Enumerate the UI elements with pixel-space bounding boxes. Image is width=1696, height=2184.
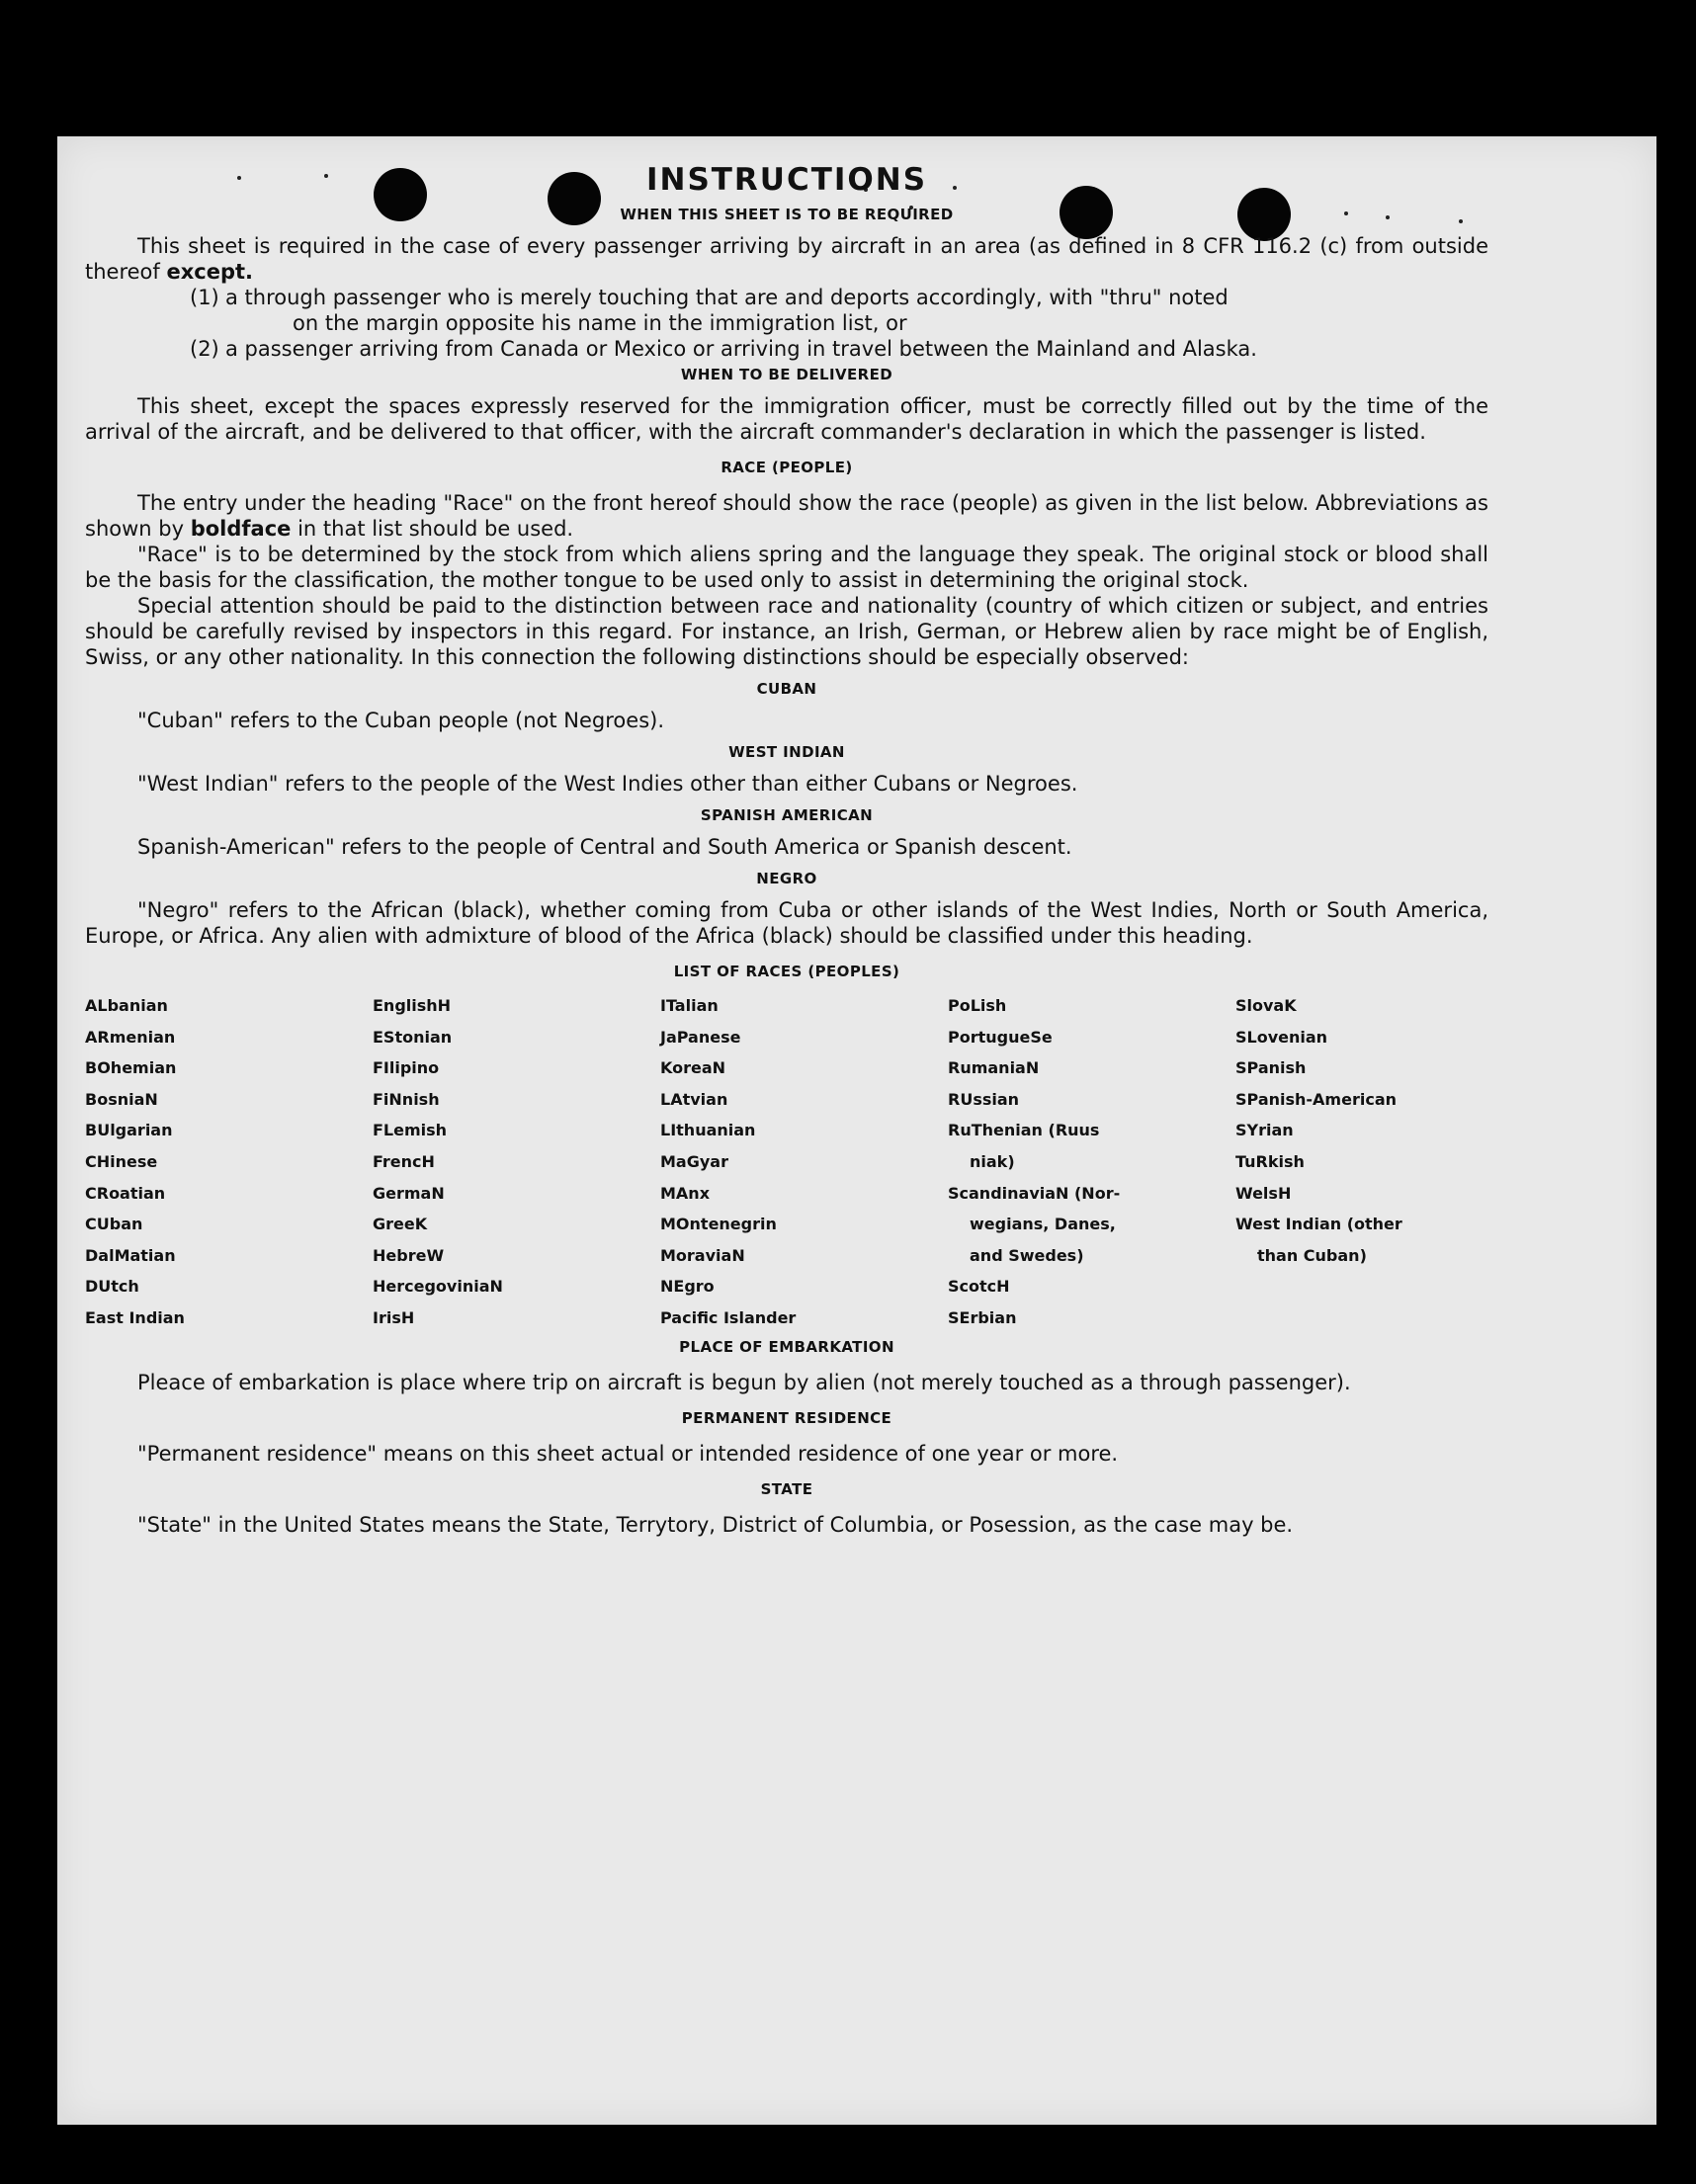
race-entry: FIlipino <box>373 1058 440 1078</box>
section-heading-state: STATE <box>760 1479 813 1498</box>
cuban-text: "Cuban" refers to the Cuban people (not Negroes). <box>137 709 665 732</box>
race-entry: BosniaN <box>85 1089 158 1109</box>
intro-except: except. <box>166 260 254 284</box>
section-heading-race: RACE (PEOPLE) <box>721 459 853 476</box>
race-entry: NEgro <box>660 1277 715 1297</box>
races-column-4 <box>948 990 1235 1334</box>
race-entry: KoreaN <box>660 1058 726 1078</box>
race-entry: HercegoviniaN <box>373 1277 503 1297</box>
spanish-american-text: Spanish-American" refers to the people of Central and South America or Spanish descent. <box>137 835 1072 859</box>
race-entry: ITalian <box>660 996 719 1015</box>
section-heading-west-indian: WEST INDIAN <box>728 743 845 761</box>
permanent-residence-text: "Permanent residence" means on this sheet actual or intended residence of one year or more. <box>137 1441 1119 1466</box>
exception-item-2 <box>190 336 1488 362</box>
race-entry: IrisH <box>373 1307 415 1327</box>
race-entry: ScandinaviaN (Nor- <box>948 1183 1121 1203</box>
section-heading-list-of-races: LIST OF RACES (PEOPLES) <box>673 963 900 980</box>
state-text: "State" in the United States means the State, Terrytory, District of Columbia, or Posession, as the case may be. <box>137 1512 1294 1537</box>
item-number: (2) <box>190 337 219 361</box>
race-entry: SLovenian <box>1235 1027 1328 1047</box>
race-entry: RumaniaN <box>948 1058 1040 1078</box>
race-entry: SlovaK <box>1235 996 1297 1015</box>
place-of-embarkation-text: Pleace of embarkation is place where trip on aircraft is begun by alien (not merely touched as a through passenger). <box>137 1370 1351 1394</box>
race-entry: CUban <box>85 1215 143 1234</box>
race-entry: Pacific Islander <box>660 1307 797 1327</box>
item-text: a through passenger who is merely touching that are and deports accordingly, with "thru" noted <box>225 286 1229 309</box>
page-title: INSTRUCTIONS <box>645 162 928 198</box>
race-entry: ARmenian <box>85 1027 176 1047</box>
race-entry: SPanish <box>1235 1058 1307 1078</box>
race-entry-continuation: niak) <box>970 1151 1015 1171</box>
race-entry: LAtvian <box>660 1089 728 1109</box>
section-heading-spanish-american: SPANISH AMERICAN <box>700 806 874 824</box>
race-entry: SErbian <box>948 1307 1017 1327</box>
instructions-body <box>85 158 1488 1538</box>
race-entry: MaGyar <box>660 1151 728 1171</box>
race-entry: BOhemian <box>85 1058 177 1078</box>
when-delivered-text: This sheet, except the spaces expressly reserved for the immigration officer, must be correctly filled out by the time of the arrival of the aircraft, and be delivered to that officer, with the aircraft commander's declaration in which the passenger is listed. <box>85 394 1488 444</box>
races-column-1 <box>85 990 373 1334</box>
race-entry: ScotcH <box>948 1277 1010 1297</box>
negro-text: "Negro" refers to the African (black), whether coming from Cuba or other islands of the West Indies, North or South America, Europe, or Africa. Any alien with admixture of blood of the Africa (black) should be classified under this heading. <box>85 898 1488 948</box>
item-number: (1) <box>190 286 219 309</box>
races-column-2 <box>373 990 660 1334</box>
section-heading-when-delivered: WHEN TO BE DELIVERED <box>680 366 893 383</box>
race-entry: EStonian <box>373 1027 453 1047</box>
race-entry: RuThenian (Ruus <box>948 1121 1100 1140</box>
race-entry: WelsH <box>1235 1183 1292 1203</box>
exception-item-1-cont: on the margin opposite his name in the immigration list, or <box>293 311 907 335</box>
intro-text: This sheet is required in the case of every passenger arriving by aircraft in an area (as defined in 8 CFR 116.2 (c) from outside thereof <box>85 234 1488 284</box>
race-entry: MoraviaN <box>660 1245 745 1265</box>
when-required-intro <box>85 233 1488 285</box>
race-entry: FiNnish <box>373 1089 440 1109</box>
race-entry: West Indian (other <box>1235 1215 1402 1234</box>
race-p1-text: The entry under the heading "Race" on the front hereof should show the race (people) as given in the list below. Abbreviations as shown by <box>85 491 1488 541</box>
races-column-5 <box>1235 990 1488 1334</box>
west-indian-text: "West Indian" refers to the people of the West Indies other than either Cubans or Negroes. <box>137 772 1078 796</box>
race-entry: PortugueSe <box>948 1027 1053 1047</box>
race-entry: ALbanian <box>85 996 168 1015</box>
section-heading-place-of-embarkation: PLACE OF EMBARKATION <box>679 1337 894 1356</box>
section-heading-cuban: CUBAN <box>756 680 817 698</box>
race-entry: RUssian <box>948 1089 1020 1109</box>
race-entry: CRoatian <box>85 1183 166 1203</box>
races-table <box>85 990 1488 1334</box>
section-heading-permanent-residence: PERMANENT RESIDENCE <box>681 1408 892 1427</box>
race-entry-continuation: wegians, Danes, <box>970 1215 1116 1234</box>
section-heading-when-required: WHEN THIS SHEET IS TO BE REQUIRED <box>620 206 954 223</box>
race-paragraph-1 <box>85 490 1488 542</box>
race-p1-bold: boldface <box>190 517 292 541</box>
race-entry: GreeK <box>373 1215 428 1234</box>
race-entry: TuRkish <box>1235 1151 1305 1171</box>
race-entry: SPanish-American <box>1235 1089 1397 1109</box>
race-entry: PoLish <box>948 996 1007 1015</box>
race-entry: HebreW <box>373 1245 445 1265</box>
race-entry: SYrian <box>1235 1121 1294 1140</box>
race-entry-continuation: than Cuban) <box>1257 1245 1367 1265</box>
race-entry: LIthuanian <box>660 1121 756 1140</box>
race-p1-text-end: in that list should be used. <box>291 517 574 541</box>
race-entry: FrencH <box>373 1151 435 1171</box>
race-entry: GermaN <box>373 1183 445 1203</box>
race-entry: BUlgarian <box>85 1121 173 1140</box>
race-paragraph-3: Special attention should be paid to the distinction between race and nationality (country of which citizen or subject, and entries should be carefully revised by inspectors in this regard. For instance, an Irish, German, or Hebrew alien by race might be of English, Swiss, or any other nationality. In this connection the following distinctions should be especially observed: <box>85 594 1488 669</box>
race-entry: CHinese <box>85 1151 158 1171</box>
race-entry: FLemish <box>373 1121 448 1140</box>
race-entry: East Indian <box>85 1307 185 1327</box>
race-paragraph-2: "Race" is to be determined by the stock from which aliens spring and the language they speak. The original stock or blood shall be the basis for the classification, the mother tongue to be used only to assist in determining the original stock. <box>85 543 1488 592</box>
race-entry: MOntenegrin <box>660 1215 777 1234</box>
races-column-3 <box>660 990 948 1334</box>
race-entry: MAnx <box>660 1183 711 1203</box>
race-entry: DalMatian <box>85 1245 176 1265</box>
item-text: a passenger arriving from Canada or Mexico or arriving in travel between the Mainland and Alaska. <box>225 337 1257 361</box>
race-entry-continuation: and Swedes) <box>970 1245 1084 1265</box>
section-heading-negro: NEGRO <box>756 870 817 887</box>
race-entry: DUtch <box>85 1277 139 1297</box>
race-entry: JaPanese <box>660 1027 741 1047</box>
exception-item-1 <box>190 285 1488 310</box>
race-entry: EnglishH <box>373 996 452 1015</box>
